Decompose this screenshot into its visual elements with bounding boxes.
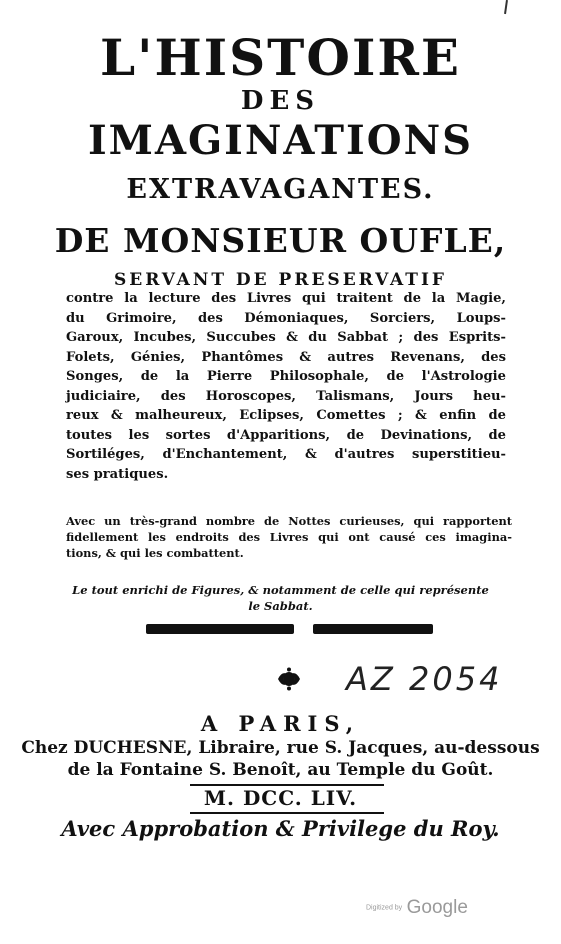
description-line: contre la lecture des Livres qui traitent de la Magie, [66, 291, 506, 306]
description-block [66, 289, 506, 484]
description-line: toutes les sortes d'Apparitions, de Devinations, de [66, 427, 506, 443]
description-line: reux & malheureux, Eclipses, Comettes ; & enfin de [66, 408, 506, 423]
title-line-4: EXTRAVAGANTES. [126, 174, 435, 205]
description-line: du Grimoire, des Démoniaques, Sorciers, Loups- [66, 310, 506, 326]
ornamental-rule-left [146, 624, 294, 634]
description-line: Garoux, Incubes, Succubes & du Sabbat ; des Esprits- [66, 330, 506, 345]
google-logo: Google [406, 897, 468, 918]
title-line-5: DE MONSIEUR OUFLE, [54, 221, 507, 260]
description-line: Folets, Génies, Phantômes & autres Revenans, des [66, 349, 506, 365]
figures-note [0, 582, 561, 614]
description-line: Sortiléges, d'Enchantement, & d'autres superstitieu- [66, 447, 506, 462]
description-line: Songes, de la Pierre Philosophale, de l'Astrologie [66, 369, 506, 384]
figures-note-line: Le tout enrichi de Figures, & notamment de celle qui représente [72, 583, 489, 597]
imprint-line-1: Chez DUCHESNE, Libraire, rue S. Jacques, au-dessous [21, 738, 540, 758]
ornamental-rule-right [313, 624, 433, 634]
title-line-3: IMAGINATIONS [87, 117, 474, 164]
imprint-date: M. DCC. LIV. [203, 786, 358, 810]
imprint-line-2: de la Fontaine S. Benoît, au Temple du Goût. [67, 760, 494, 780]
notes-line: fidellement les endroits des Livres qui ont causé ces imagina- [66, 530, 512, 544]
description-line: ses pratiques. [66, 466, 169, 482]
title-line-1: L'HISTOIRE [99, 28, 461, 87]
notes-line: tions, & qui les combattent. [66, 546, 244, 560]
notes-line: Avec un très-grand nombre de Nottes curieuses, qui rapportent [66, 514, 512, 528]
description-line: judiciaire, des Horoscopes, Talismans, Jours heu- [66, 388, 506, 404]
fleuron-icon [276, 667, 302, 691]
date-rule-bottom [190, 812, 384, 814]
subheading: SERVANT DE PRESERVATIF [114, 270, 447, 290]
figures-note-line: le Sabbat. [248, 599, 313, 613]
watermark-prefix: Digitized by [366, 904, 403, 912]
notes-block [66, 513, 512, 561]
approbation-line: Avec Approbation & Privilege du Roy. [61, 816, 500, 841]
imprint-city: A PARIS, [200, 711, 361, 736]
digitized-watermark [366, 897, 468, 919]
pencil-mark [504, 0, 508, 14]
title-line-2: DES [240, 86, 321, 116]
library-shelfmark: AZ 2054 [346, 660, 503, 698]
